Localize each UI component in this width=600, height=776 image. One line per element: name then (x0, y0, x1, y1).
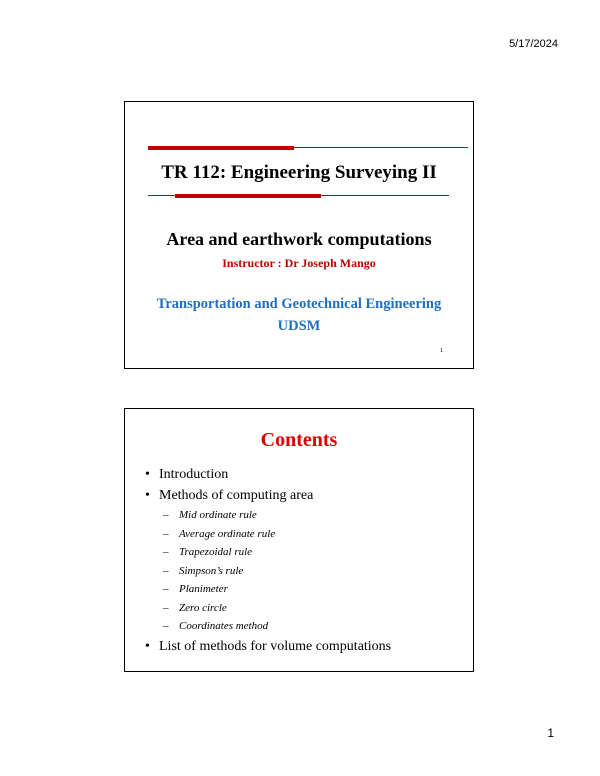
department-line2: UDSM (277, 318, 321, 334)
course-title: TR 112: Engineering Surveying II (161, 162, 437, 183)
list-item (145, 485, 465, 506)
list-item (145, 464, 465, 485)
list-item (145, 636, 465, 657)
slide-number: 1 (440, 348, 443, 354)
dash: – (163, 620, 169, 632)
sub-list-item (163, 617, 465, 636)
sub-list-item-label: Zero circle (179, 601, 227, 614)
sub-list-item (163, 543, 465, 562)
contents-title: Contents (260, 429, 338, 451)
bullet: • (145, 488, 150, 503)
dash: – (163, 583, 169, 595)
list-item-label: List of methods for volume computations (159, 638, 392, 654)
title-accent-line-bottom-left (148, 195, 175, 196)
title-slide (124, 101, 474, 369)
dash: – (163, 527, 169, 540)
sub-list-item (163, 562, 465, 581)
page-number: 1 (547, 726, 554, 740)
title-accent-line-top (294, 147, 468, 148)
list-item-label: Introduction (159, 467, 229, 482)
list-item-label: Methods of computing area (159, 488, 314, 503)
contents-list (145, 464, 465, 657)
title-accent-line-bottom-right (321, 195, 449, 196)
sub-list-item-label: Trapezoidal rule (179, 546, 253, 558)
title-accent-bar-bottom (175, 194, 321, 198)
sub-list-item (163, 580, 465, 599)
bullet: • (145, 467, 150, 482)
sub-list-item-label: Planimeter (179, 583, 228, 595)
title-accent-bar-top (148, 146, 294, 150)
sub-list-item-label: Average ordinate rule (179, 527, 276, 540)
sub-list-item-label: Mid ordinate rule (179, 509, 257, 521)
print-date: 5/17/2024 (509, 38, 558, 50)
lecture-topic: Area and earthwork computations (166, 229, 432, 249)
bullet: • (145, 638, 150, 654)
dash: – (163, 509, 169, 521)
sub-list-item-label: Coordinates method (179, 620, 269, 632)
instructor-name: Instructor : Dr Joseph Mango (222, 256, 376, 270)
department (125, 293, 473, 337)
dash: – (163, 564, 169, 577)
sub-list-item (163, 525, 465, 544)
contents-slide (124, 408, 474, 672)
dash: – (163, 601, 169, 614)
department-line1: Transportation and Geotechnical Engineering (156, 296, 442, 312)
sub-list-item-label: Simpson’s rule (179, 564, 244, 577)
area-methods-sublist (145, 506, 465, 636)
sub-list-item (163, 506, 465, 525)
sub-list-item (163, 599, 465, 618)
dash: – (163, 546, 169, 558)
